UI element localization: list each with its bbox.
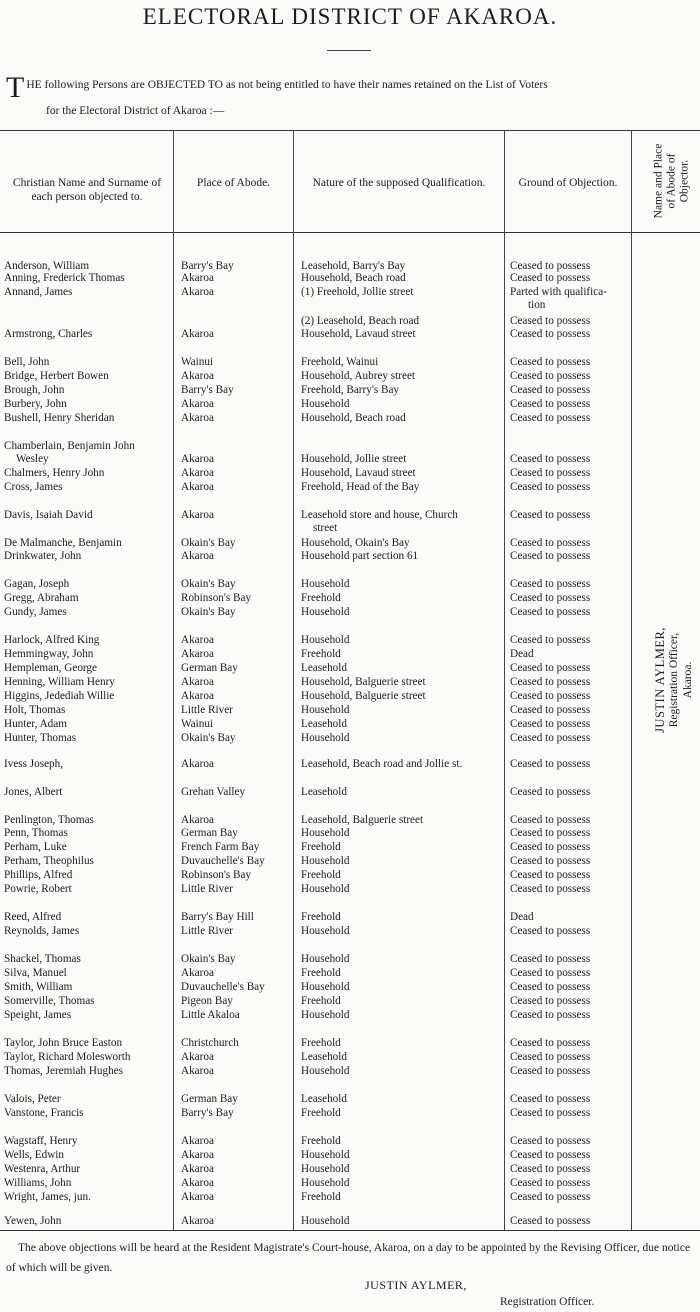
intro-dropcap: T	[6, 71, 25, 104]
column-divider-4	[631, 130, 632, 1230]
cell-qualification: Leasehold, Beach road and Jollie st.	[301, 758, 463, 770]
cell-name: Anderson, William	[4, 260, 90, 272]
cell-ground: Ceased to possess	[510, 1037, 591, 1049]
objector-name: JUSTIN AYLMER,	[653, 627, 667, 733]
cell-ground: Ceased to possess	[510, 1107, 591, 1119]
footer-signature-title: Registration Officer.	[500, 1296, 595, 1308]
cell-name: Valois, Peter	[4, 1093, 61, 1105]
cell-qualification: Leasehold	[301, 786, 347, 798]
cell-ground: Ceased to possess	[510, 841, 591, 853]
cell-abode: Christchurch	[181, 1037, 239, 1049]
cell-abode: Barry's Bay	[181, 260, 234, 272]
cell-abode: Akaroa	[181, 1149, 214, 1161]
cell-abode: Akaroa	[181, 1135, 214, 1147]
cell-ground: Ceased to possess	[510, 981, 591, 993]
cell-ground: Ceased to possess	[510, 606, 591, 618]
cell-name: Perham, Theophilus	[4, 855, 94, 867]
cell-name: Anning, Frederick Thomas	[4, 272, 125, 284]
cell-qualification: Leasehold store and house, Church	[301, 509, 458, 521]
cell-qualification: Leasehold, Barry's Bay	[301, 260, 406, 272]
cell-ground: tion	[528, 299, 546, 311]
cell-ground: Ceased to possess	[510, 370, 591, 382]
cell-ground: Dead	[510, 911, 534, 923]
cell-abode: Akaroa	[181, 328, 214, 340]
cell-abode: German Bay	[181, 662, 238, 674]
cell-abode: Little River	[181, 925, 233, 937]
cell-qualification: Freehold	[301, 967, 341, 979]
cell-abode: German Bay	[181, 827, 238, 839]
table-header-rule	[0, 232, 640, 233]
cell-ground: Parted with qualifica-	[510, 286, 607, 298]
cell-abode: Wainui	[181, 718, 214, 730]
cell-qualification: Freehold	[301, 1107, 341, 1119]
cell-abode: Akaroa	[181, 967, 214, 979]
cell-qualification: Household, Okain's Bay	[301, 537, 410, 549]
cell-abode: Akaroa	[181, 648, 214, 660]
cell-abode: Akaroa	[181, 1163, 214, 1175]
cell-qualification: Household	[301, 634, 350, 646]
cell-name: Reynolds, James	[4, 925, 80, 937]
cell-qualification: Freehold, Head of the Bay	[301, 481, 420, 493]
cell-name: Westenra, Arthur	[4, 1163, 81, 1175]
cell-qualification: Freehold	[301, 1191, 341, 1203]
cell-abode: Little Akaloa	[181, 1009, 240, 1021]
cell-name: Wagstaff, Henry	[4, 1135, 78, 1147]
cell-name: Hempleman, George	[4, 662, 97, 674]
cell-name: Speight, James	[4, 1009, 72, 1021]
cell-abode: Akaroa	[181, 272, 214, 284]
cell-name: Bushell, Henry Sheridan	[4, 412, 115, 424]
cell-ground: Ceased to possess	[510, 953, 591, 965]
cell-qualification: (2) Leasehold, Beach road	[301, 315, 420, 327]
cell-abode: Grehan Valley	[181, 786, 246, 798]
cell-qualification: Household	[301, 1149, 350, 1161]
cell-ground: Ceased to possess	[510, 1177, 591, 1189]
cell-abode: Duvauchelle's Bay	[181, 855, 265, 867]
header-objector-line-3: Objector.	[678, 159, 691, 203]
column-divider-3	[504, 130, 505, 1230]
cell-abode: Akaroa	[181, 690, 214, 702]
cell-abode: Akaroa	[181, 370, 214, 382]
cell-qualification: Household	[301, 606, 350, 618]
cell-qualification: Household, Jollie street	[301, 453, 407, 465]
table-bottom-rule	[0, 1230, 700, 1231]
cell-name: Vanstone, Francis	[4, 1107, 84, 1119]
cell-ground: Ceased to possess	[510, 718, 591, 730]
cell-ground: Ceased to possess	[510, 758, 591, 770]
cell-abode: Akaroa	[181, 481, 214, 493]
cell-name: Penlington, Thomas	[4, 814, 94, 826]
cell-ground: Ceased to possess	[510, 592, 591, 604]
cell-name: Yewen, John	[4, 1215, 62, 1227]
cell-name: Wesley	[16, 453, 49, 465]
cell-abode: Okain's Bay	[181, 606, 236, 618]
cell-ground: Ceased to possess	[510, 925, 591, 937]
cell-ground: Ceased to possess	[510, 1135, 591, 1147]
header-qualification: Nature of the supposed Qualification.	[312, 177, 486, 189]
cell-ground: Ceased to possess	[510, 1149, 591, 1161]
intro-line-2: for the Electoral District of Akaroa :—	[46, 105, 225, 117]
cell-name: Hunter, Adam	[4, 718, 67, 730]
cell-qualification: Household	[301, 1009, 350, 1021]
cell-ground: Ceased to possess	[510, 1093, 591, 1105]
cell-ground: Ceased to possess	[510, 453, 591, 465]
cell-name: Taylor, Richard Molesworth	[4, 1051, 131, 1063]
cell-name: Drinkwater, John	[4, 550, 82, 562]
cell-ground: Ceased to possess	[510, 412, 591, 424]
cell-qualification: Household, Balguerie street	[301, 690, 426, 702]
cell-qualification: Freehold	[301, 841, 341, 853]
cell-qualification: Leasehold	[301, 1051, 347, 1063]
cell-name: Gagan, Joseph	[4, 578, 70, 590]
objector-place: Akaroa.	[682, 661, 694, 699]
cell-qualification: Household	[301, 1163, 350, 1175]
cell-ground: Ceased to possess	[510, 1065, 591, 1077]
cell-qualification: Household	[301, 827, 350, 839]
cell-name: De Malmanche, Benjamin	[4, 537, 122, 549]
cell-ground: Ceased to possess	[510, 272, 591, 284]
cell-abode: Akaroa	[181, 1051, 214, 1063]
header-objector-line-2: of Abode of	[665, 153, 678, 209]
cell-qualification: Household	[301, 925, 350, 937]
cell-name: Williams, John	[4, 1177, 72, 1189]
cell-ground: Ceased to possess	[510, 704, 591, 716]
cell-ground: Ceased to possess	[510, 676, 591, 688]
cell-ground: Ceased to possess	[510, 634, 591, 646]
cell-abode: Akaroa	[181, 550, 214, 562]
cell-abode: Akaroa	[181, 467, 214, 479]
cell-qualification: Household	[301, 1177, 350, 1189]
cell-ground: Ceased to possess	[510, 662, 591, 674]
cell-name: Chalmers, Henry John	[4, 467, 105, 479]
cell-ground: Ceased to possess	[510, 814, 591, 826]
footer-notice	[6, 1238, 696, 1278]
cell-ground: Ceased to possess	[510, 1191, 591, 1203]
cell-ground: Ceased to possess	[510, 995, 591, 1007]
cell-qualification: Household	[301, 578, 350, 590]
cell-ground: Ceased to possess	[510, 967, 591, 979]
cell-abode: Akaroa	[181, 758, 214, 770]
cell-name: Davis, Isaiah David	[4, 509, 93, 521]
cell-ground: Dead	[510, 648, 534, 660]
header-objector-line-1: Name and Place	[652, 143, 665, 219]
page-title: ELECTORAL DISTRICT OF AKAROA.	[142, 4, 558, 29]
cell-qualification: Household, Beach road	[301, 272, 406, 284]
cell-abode: Okain's Bay	[181, 732, 236, 744]
cell-abode: Akaroa	[181, 814, 214, 826]
header-objector	[638, 130, 700, 232]
cell-abode: Little River	[181, 704, 233, 716]
cell-name: Hemmingway, John	[4, 648, 94, 660]
title-rule	[327, 50, 371, 51]
cell-qualification: Household	[301, 732, 350, 744]
cell-ground: Ceased to possess	[510, 509, 591, 521]
cell-name: Silva, Manuel	[4, 967, 67, 979]
header-name: Christian Name and Surname of each person objected to.	[12, 177, 162, 203]
cell-name: Henning, William Henry	[4, 676, 115, 688]
cell-name: Phillips, Alfred	[4, 869, 73, 881]
cell-abode: Akaroa	[181, 634, 214, 646]
cell-abode: French Farm Bay	[181, 841, 260, 853]
cell-ground: Ceased to possess	[510, 1009, 591, 1021]
cell-qualification: Household	[301, 981, 350, 993]
cell-abode: Akaroa	[181, 453, 214, 465]
cell-name: Higgins, Jedediah Willie	[4, 690, 115, 702]
cell-abode: Akaroa	[181, 676, 214, 688]
cell-qualification: Leasehold	[301, 662, 347, 674]
cell-ground: Ceased to possess	[510, 786, 591, 798]
cell-abode: Pigeon Bay	[181, 995, 233, 1007]
cell-abode: Barry's Bay	[181, 1107, 234, 1119]
cell-ground: Ceased to possess	[510, 1215, 591, 1227]
cell-name: Penn, Thomas	[4, 827, 68, 839]
cell-name: Ivess Joseph,	[4, 758, 64, 770]
cell-name: Shackel, Thomas	[4, 953, 81, 965]
cell-ground: Ceased to possess	[510, 481, 591, 493]
cell-qualification: Household	[301, 398, 350, 410]
cell-name: Taylor, John Bruce Easton	[4, 1037, 123, 1049]
cell-name: Bell, John	[4, 356, 50, 368]
cell-abode: Akaroa	[181, 1065, 214, 1077]
cell-name: Gregg, Abraham	[4, 592, 79, 604]
cell-ground: Ceased to possess	[510, 883, 591, 895]
cell-name: Thomas, Jeremiah Hughes	[4, 1065, 123, 1077]
cell-name: Cross, James	[4, 481, 63, 493]
cell-abode: German Bay	[181, 1093, 238, 1105]
cell-ground: Ceased to possess	[510, 384, 591, 396]
header-ground: Ground of Objection.	[518, 177, 618, 189]
column-divider-1	[173, 130, 174, 1230]
cell-abode: Wainui	[181, 356, 214, 368]
cell-ground: Ceased to possess	[510, 260, 591, 272]
cell-qualification: Household	[301, 883, 350, 895]
cell-qualification: Freehold	[301, 592, 341, 604]
cell-qualification: Freehold	[301, 869, 341, 881]
cell-name: Hunter, Thomas	[4, 732, 77, 744]
cell-abode: Akaroa	[181, 509, 214, 521]
table-header-rule-right	[640, 232, 700, 233]
cell-name: Somerville, Thomas	[4, 995, 95, 1007]
cell-ground: Ceased to possess	[510, 328, 591, 340]
cell-name: Burbery, John	[4, 398, 67, 410]
cell-abode: Okain's Bay	[181, 537, 236, 549]
cell-qualification: Household	[301, 1065, 350, 1077]
cell-ground: Ceased to possess	[510, 1051, 591, 1063]
cell-qualification: Freehold	[301, 1037, 341, 1049]
cell-abode: Little River	[181, 883, 233, 895]
objector-office: Registration Officer,	[668, 632, 680, 728]
cell-qualification: Freehold	[301, 1135, 341, 1147]
cell-name: Harlock, Alfred King	[4, 634, 100, 646]
table-top-rule	[0, 130, 700, 131]
cell-qualification: Household, Aubrey street	[301, 370, 416, 382]
cell-qualification: Freehold	[301, 995, 341, 1007]
cell-abode: Akaroa	[181, 412, 214, 424]
cell-abode: Akaroa	[181, 1191, 214, 1203]
cell-name: Armstrong, Charles	[4, 328, 93, 340]
footer-text: The above objections will be heard at the Resident Magistrate's Court-house, Akaroa, on a day to be appointed by the Revising Officer, due notice of which will be given.	[6, 1242, 691, 1274]
cell-qualification: Household	[301, 1215, 350, 1227]
cell-name: Bridge, Herbert Bowen	[4, 370, 109, 382]
cell-abode: Okain's Bay	[181, 953, 236, 965]
cell-qualification: Freehold	[301, 648, 341, 660]
cell-abode: Okain's Bay	[181, 578, 236, 590]
cell-qualification: (1) Freehold, Jollie street	[301, 286, 414, 298]
cell-ground: Ceased to possess	[510, 869, 591, 881]
cell-ground: Ceased to possess	[510, 732, 591, 744]
cell-abode: Robinson's Bay	[181, 869, 252, 881]
cell-qualification: street	[313, 522, 338, 534]
header-abode: Place of Abode.	[196, 177, 271, 189]
cell-name: Annand, James	[4, 286, 73, 298]
cell-qualification: Household	[301, 953, 350, 965]
cell-abode: Robinson's Bay	[181, 592, 252, 604]
cell-ground: Ceased to possess	[510, 537, 591, 549]
cell-abode: Akaroa	[181, 1215, 214, 1227]
cell-abode: Duvauchelle's Bay	[181, 981, 265, 993]
cell-ground: Ceased to possess	[510, 467, 591, 479]
cell-ground: Ceased to possess	[510, 855, 591, 867]
cell-qualification: Freehold, Barry's Bay	[301, 384, 400, 396]
cell-ground: Ceased to possess	[510, 398, 591, 410]
cell-name: Wells, Edwin	[4, 1149, 65, 1161]
cell-ground: Ceased to possess	[510, 827, 591, 839]
column-divider-2	[293, 130, 294, 1230]
cell-name: Gundy, James	[4, 606, 67, 618]
cell-name: Jones, Albert	[4, 786, 63, 798]
intro-paragraph	[6, 72, 696, 124]
footer-signature: JUSTIN AYLMER,	[365, 1278, 467, 1292]
cell-abode: Barry's Bay	[181, 384, 234, 396]
cell-abode: Akaroa	[181, 1177, 214, 1189]
cell-qualification: Leasehold, Balguerie street	[301, 814, 424, 826]
cell-qualification: Household, Lavaud street	[301, 328, 416, 340]
cell-abode: Akaroa	[181, 286, 214, 298]
cell-ground: Ceased to possess	[510, 550, 591, 562]
cell-name: Reed, Alfred	[4, 911, 62, 923]
intro-line-1: HE following Persons are OBJECTED TO as not being entitled to have their names retained on the List of Voters	[26, 79, 548, 91]
cell-name: Powrie, Robert	[4, 883, 72, 895]
cell-name: Wright, James, jun.	[4, 1191, 91, 1203]
cell-qualification: Household	[301, 704, 350, 716]
cell-qualification: Household, Lavaud street	[301, 467, 416, 479]
cell-ground: Ceased to possess	[510, 1163, 591, 1175]
cell-qualification: Household part section 61	[301, 550, 419, 562]
cell-name: Perham, Luke	[4, 841, 67, 853]
cell-abode: Akaroa	[181, 398, 214, 410]
objector-column	[652, 580, 696, 780]
cell-ground: Ceased to possess	[510, 356, 591, 368]
cell-qualification: Leasehold	[301, 1093, 347, 1105]
cell-abode: Barry's Bay Hill	[181, 911, 254, 923]
cell-qualification: Freehold	[301, 911, 341, 923]
cell-name: Chamberlain, Benjamin John	[4, 440, 135, 452]
cell-qualification: Household	[301, 855, 350, 867]
cell-ground: Ceased to possess	[510, 315, 591, 327]
cell-qualification: Household, Beach road	[301, 412, 406, 424]
cell-name: Brough, John	[4, 384, 65, 396]
cell-ground: Ceased to possess	[510, 578, 591, 590]
cell-qualification: Leasehold	[301, 718, 347, 730]
cell-qualification: Freehold, Wainui	[301, 356, 379, 368]
cell-ground: Ceased to possess	[510, 690, 591, 702]
cell-name: Holt, Thomas	[4, 704, 66, 716]
cell-qualification: Household, Balguerie street	[301, 676, 426, 688]
cell-name: Smith, William	[4, 981, 73, 993]
